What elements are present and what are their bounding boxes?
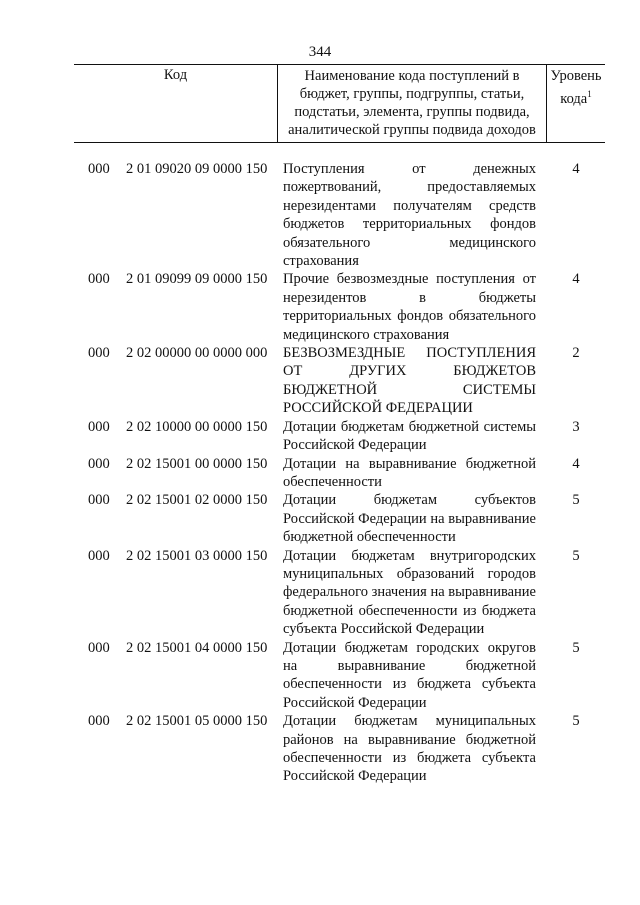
revenue-code: 2 02 15001 05 0000 150 — [126, 713, 268, 730]
table-row — [74, 160, 605, 270]
code-level: 2 — [572, 345, 580, 362]
admin-code: 000 — [88, 547, 110, 564]
revenue-name: Дотации бюджетам бюджетной системы Российской Федерации — [283, 418, 536, 454]
code-level: 4 — [572, 161, 580, 177]
code-level: 5 — [572, 713, 580, 730]
revenue-name: Поступления от денежных пожертвований, предоставляемых нерезидентами получателям средств бюджетов территориальных фондов обязательного медицинского страхования — [283, 161, 536, 270]
table-row — [74, 712, 605, 786]
revenue-code: 2 01 09099 09 0000 150 — [126, 271, 268, 288]
revenue-code: 2 02 15001 02 0000 150 — [126, 492, 268, 509]
code-level: 4 — [572, 455, 580, 472]
header-code: Код — [163, 67, 188, 83]
revenue-code: 2 02 15001 00 0000 150 — [126, 455, 268, 472]
table-row — [74, 344, 605, 418]
admin-code: 000 — [88, 345, 110, 362]
table-row — [74, 491, 605, 546]
code-level: 5 — [572, 492, 580, 509]
header-level-label: Уровень кода — [550, 68, 602, 107]
table-row — [74, 639, 605, 713]
table-row — [74, 455, 605, 492]
code-level: 5 — [572, 639, 580, 656]
code-level: 5 — [572, 547, 580, 564]
admin-code: 000 — [88, 455, 110, 472]
table-header — [74, 64, 605, 143]
revenue-name: Дотации бюджетам внутригородских муниципальных образований городов федерального значения на выравнивание бюджетной обеспеченности из бюджета субъекта Российской Федерации — [283, 547, 536, 638]
revenue-code: 2 02 15001 03 0000 150 — [126, 547, 268, 564]
revenue-name: Дотации бюджетам городских округов на выравнивание бюджетной обеспеченности из бюджета субъекта Российской Федерации — [283, 639, 536, 711]
header-level — [547, 65, 605, 144]
page-number: 344 — [308, 44, 332, 60]
code-level: 3 — [572, 418, 580, 435]
revenue-code: 2 02 10000 00 0000 150 — [126, 418, 268, 435]
code-level: 4 — [572, 271, 580, 288]
revenue-name: Дотации бюджетам муниципальных районов на выравнивание бюджетной обеспеченности из бюджета субъекта Российской Федерации — [283, 713, 536, 785]
table-row — [74, 418, 605, 455]
admin-code: 000 — [88, 713, 110, 730]
header-name: Наименование кода поступлений в бюджет, группы, подгруппы, статьи, подстатьи, элемента, группы подвида, аналитической группы подвида доходов — [288, 68, 536, 138]
admin-code: 000 — [88, 271, 110, 288]
revenue-name: Прочие безвозмездные поступления от нерезидентов в бюджеты территориальных фондов обязательного медицинского страхования — [283, 271, 536, 343]
admin-code: 000 — [88, 418, 110, 435]
revenue-name: Дотации на выравнивание бюджетной обеспеченности — [283, 455, 536, 490]
table-row — [74, 547, 605, 639]
admin-code: 000 — [88, 492, 110, 509]
revenue-name: Дотации бюджетам субъектов Российской Федерации на выравнивание бюджетной обеспеченности — [283, 492, 536, 546]
table-row — [74, 270, 605, 344]
table-body — [74, 160, 605, 786]
admin-code: 000 — [88, 639, 110, 656]
admin-code: 000 — [88, 161, 110, 177]
revenue-code: 2 02 15001 04 0000 150 — [126, 639, 268, 656]
revenue-code: 2 01 09020 09 0000 150 — [126, 161, 268, 177]
revenue-code: 2 02 00000 00 0000 000 — [126, 345, 268, 362]
header-level-footnote: 1 — [587, 89, 592, 99]
revenue-name: БЕЗВОЗМЕЗДНЫЕ ПОСТУПЛЕНИЯ ОТ ДРУГИХ БЮДЖЕТОВ БЮДЖЕТНОЙ СИСТЕМЫ РОССИЙСКОЙ ФЕДЕРАЦИИ — [283, 345, 536, 417]
